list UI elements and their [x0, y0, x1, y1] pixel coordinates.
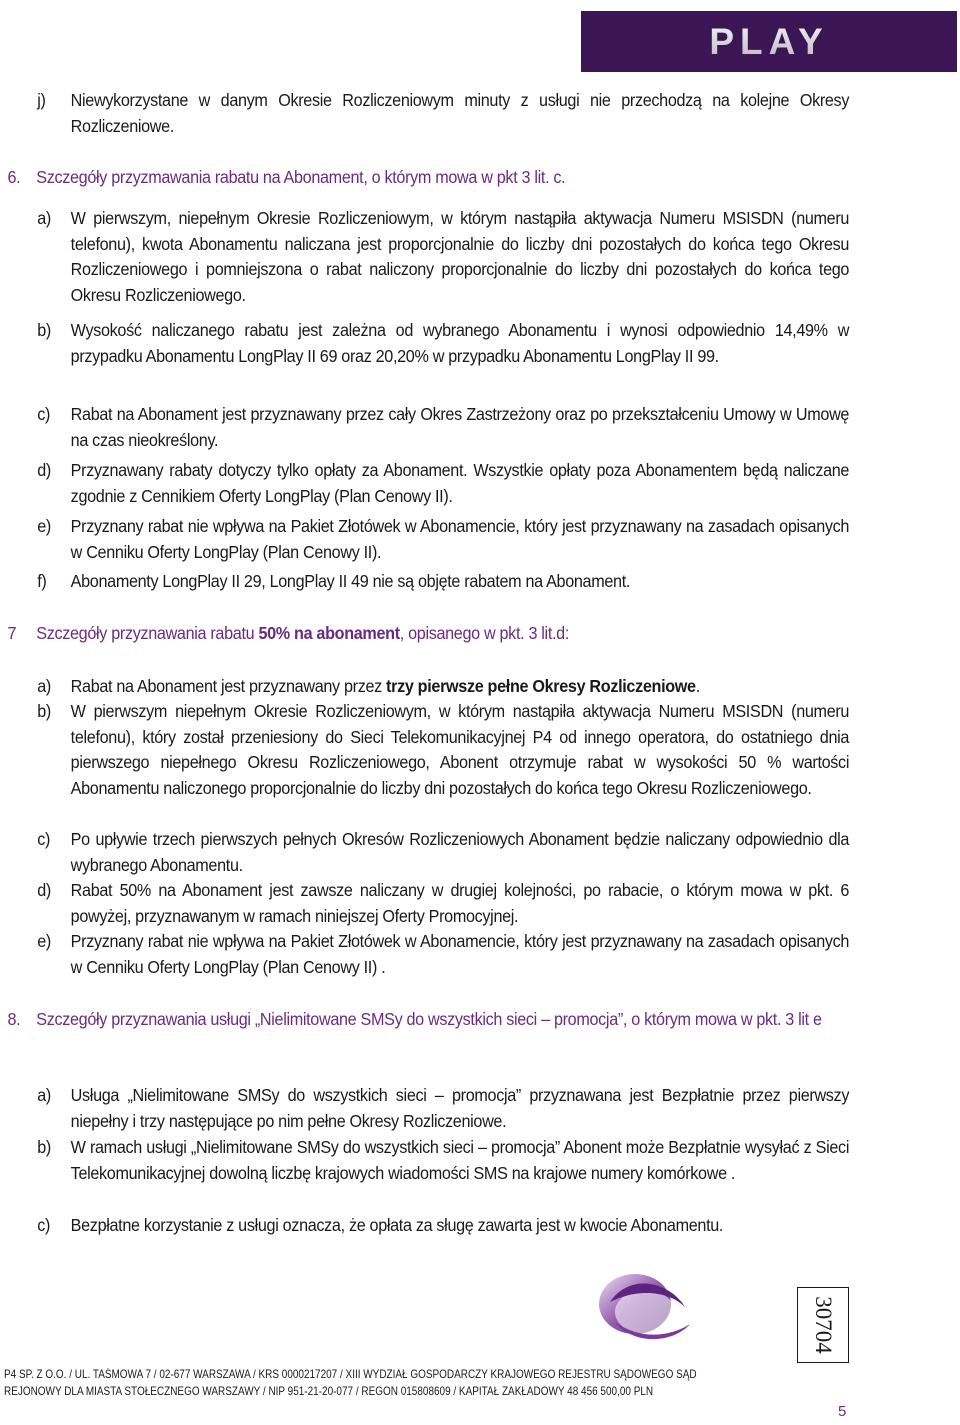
list-item [37, 1083, 849, 1134]
title-bold-percent: 50% [258, 623, 290, 643]
list-item [37, 827, 849, 878]
title-part: , opisanego w pkt. 3 lit.d: [399, 623, 570, 643]
item-text: W pierwszym, niepełnym Okresie Rozliczeniowym, w którym nastąpiła aktywacja Numeru MSISDN (numeru telefonu), kwota Abonamentu naliczana jest proporcjonalnie do liczby dni pozostałych do końca tego Okresu Rozliczeniowego i pomniejszona o rabat naliczony proporcjonalnie do liczby dni pozostałych do końca tego Okresu Rozliczeniowego. [70, 208, 850, 305]
section-number: 7 [7, 623, 17, 643]
section-8-heading [7, 1007, 849, 1033]
play-logo-wordmark [684, 24, 854, 60]
text-part: Rabat na Abonament jest przyznawany przez [70, 676, 387, 696]
item-label: a) [37, 676, 51, 696]
item-text: Przyznawany rabaty dotyczy tylko opłaty za Abonament. Wszystkie opłaty poza Abonamentem będą naliczane zgodnie z Cennikiem Oferty LongPlay (Plan Cenowy II). [70, 460, 850, 506]
text-part: . [695, 676, 700, 696]
stamp-text: 30704 [811, 1296, 836, 1354]
list-item [37, 1135, 849, 1186]
item-label: j) [37, 90, 46, 110]
item-label: b) [37, 320, 51, 340]
item-text: Po upływie trzech pierwszych pełnych Okresów Rozliczeniowych Abonament będzie naliczany odpowiednio dla wybranego Abonamentu. [70, 829, 850, 875]
item-text: Abonamenty LongPlay II 29, LongPlay II 49 nie są objęte rabatem na Abonament. [70, 571, 631, 591]
section-6-heading [7, 165, 849, 191]
section-title: Szczegóły przyzmawania rabatu na Abonament, o którym mowa w pkt 3 lit. c. [36, 167, 566, 187]
item-text: Niewykorzystane w danym Okresie Rozliczeniowym minuty z usługi nie przechodzą na kolejne Okresy Rozliczeniowe. [70, 90, 850, 136]
section-title [36, 621, 849, 647]
section-title: Szczegóły przyznawania usługi „Nielimitowane SMSy do wszystkich sieci – promocja”, o którym mowa w pkt. 3 lit e [36, 1009, 822, 1029]
item-text: Rabat 50% na Abonament jest zawsze naliczany w drugiej kolejności, po rabacie, o którym mowa w pkt. 6 powyżej, przyznawanym w ramach niniejszej Oferty Promocyjnej. [70, 880, 850, 926]
footer-text: P4 SP. Z O.O. / UL. TAŚMOWA 7 / 02-677 WARSZAWA / KRS 0000217207 / XIII WYDZIAŁ GOSPODARCZY KRAJOWEGO REJESTRU SĄDOWEGO SĄD [4, 1368, 697, 1381]
list-item [37, 699, 849, 801]
item-label: d) [37, 460, 51, 480]
item-text: Usługa „Nielimitowane SMSy do wszystkich sieci – promocja” przyznawana jest Bezpłatnie przez pierwszy niepełny i trzy następujące po nim pełne Okresy Rozliczeniowe. [70, 1085, 850, 1131]
list-item [37, 206, 849, 308]
item-text: Przyznany rabat nie wpływa na Pakiet Złotówek w Abonamencie, który jest przyznawany na zasadach opisanych w Cenniku Oferty LongPlay (Plan Cenowy II) . [70, 931, 850, 977]
item-label: e) [37, 516, 51, 536]
footer-line-1 [4, 1368, 956, 1382]
list-item [37, 318, 849, 369]
bold-text: trzy pierwsze pełne Okresy Rozliczeniowe [386, 676, 696, 696]
list-item [37, 514, 849, 565]
title-part: Szczegóły przyznawania rabatu [36, 623, 259, 643]
item-text: Przyznany rabat nie wpływa na Pakiet Złotówek w Abonamencie, który jest przyznawany na zasadach opisanych w Cenniku Oferty LongPlay (Plan Cenowy II). [70, 516, 850, 562]
item-label: f) [37, 571, 47, 591]
section-number: 6. [7, 167, 21, 187]
item-label: c) [37, 829, 51, 849]
stamp-number [797, 1287, 849, 1363]
item-text: Bezpłatne korzystanie z usługi oznacza, że opłata za sługę zawarta jest w kwocie Abonamentu. [70, 1215, 724, 1235]
svg-text:PLAY: PLAY [709, 23, 829, 60]
item-text [71, 674, 849, 700]
page-number: 5 [838, 1403, 847, 1420]
section-number: 8. [7, 1009, 21, 1029]
item-label: c) [37, 1215, 51, 1235]
section-7-heading [7, 621, 849, 647]
item-label: a) [37, 1085, 51, 1105]
item-label: c) [37, 404, 51, 424]
item-label: a) [37, 208, 51, 228]
item-text: Wysokość naliczanego rabatu jest zależna od wybranego Abonamentu i wynosi odpowiednio 14,49% w przypadku Abonamentu LongPlay II 69 oraz 20,20% w przypadku Abonamentu LongPlay II 99. [70, 320, 850, 366]
list-item [37, 88, 849, 139]
item-text: Rabat na Abonament jest przyznawany przez cały Okres Zastrzeżony oraz po przekształceniu Umowy w Umowę na czas nieokreślony. [70, 404, 850, 450]
list-item [37, 402, 849, 453]
list-item [37, 569, 849, 595]
footer-text: REJONOWY DLA MIASTA STOŁECZNEGO WARSZAWY / NIP 951-21-20-077 / REGON 015808609 / KAPITAŁ ZAKŁADOWY 48 456 500,00 PLN [4, 1385, 654, 1398]
item-label: b) [37, 1137, 51, 1157]
item-label: e) [37, 931, 51, 951]
item-label: d) [37, 880, 51, 900]
title-bold-text: na abonament [294, 623, 400, 643]
play-swirl-icon [590, 1262, 700, 1362]
item-label: b) [37, 701, 51, 721]
item-text: W ramach usługi „Nielimitowane SMSy do wszystkich sieci – promocja” Abonent może Bezpłatnie wysyłać z Sieci Telekomunikacyjnej dowolną liczbę krajowych wiadomości SMS na krajowe numery komórkowe . [70, 1137, 850, 1183]
item-text: W pierwszym niepełnym Okresie Rozliczeniowym, w którym nastąpiła aktywacja Numeru MSISDN (numeru telefonu), który został przeniesiony do Sieci Telekomunikacyjnej P4 od innego operatora, do ostatniego dnia pierwszego niepełnego Okresu Rozliczeniowego, Abonent otrzymuje rabat w wysokości 50 % wartości Abonamentu naliczonego proporcjonalnie do liczby dni pozostałych do końca tego Okresu Rozliczeniowego. [70, 701, 850, 798]
play-logo [581, 11, 957, 72]
list-item [37, 1213, 849, 1239]
list-item [37, 458, 849, 509]
list-item [37, 929, 849, 980]
list-item [37, 674, 849, 700]
footer-line-2 [4, 1385, 956, 1399]
list-item [37, 878, 849, 929]
